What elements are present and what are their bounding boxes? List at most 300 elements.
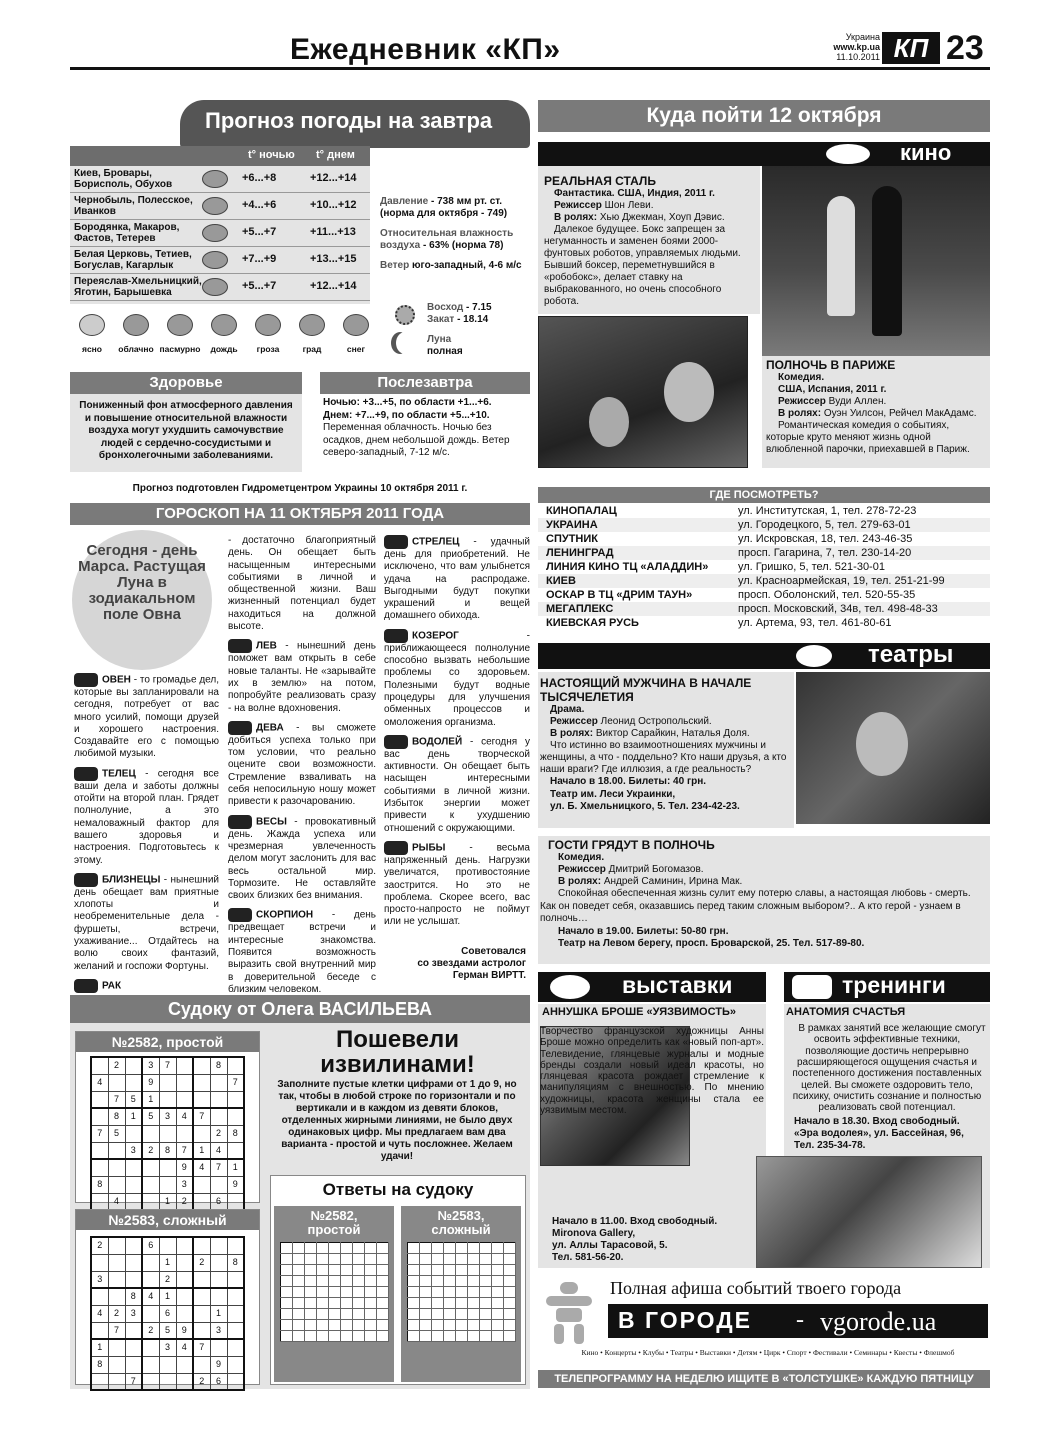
sudoku-cell — [227, 1057, 244, 1074]
after-tomorrow-box — [320, 372, 530, 472]
sudoku-cell — [159, 1176, 176, 1193]
sudoku-cell: 2 — [142, 1142, 159, 1159]
cinema-name: СПУТНИК — [546, 533, 598, 545]
answer-cell — [419, 1287, 431, 1298]
weather-legend — [70, 314, 375, 358]
answer-cell — [443, 1331, 455, 1342]
play2-cast-label: В ролях: — [558, 876, 602, 888]
horoscope-entry — [384, 735, 530, 835]
sudoku-hard-label: №2583, сложный — [76, 1210, 259, 1230]
sudoku-cell: 1 — [91, 1339, 108, 1356]
answer-cell — [491, 1254, 503, 1265]
answer-cell — [304, 1309, 316, 1320]
sudoku-cell: 8 — [227, 1125, 244, 1142]
answer-cell — [467, 1298, 479, 1309]
cinema-name: ЛИНИЯ КИНО ТЦ «АЛАДДИН» — [546, 561, 709, 573]
legend-label: гроза — [256, 344, 280, 354]
exhibit-text: Творчество французской художницы Анны Броше можно определить как «новый поп-арт». Телевидение, глянцевые журналы и модные бренды создали новый идеал красоты, но глянцевая красота рождает стремление к манипуляциям с внешностью. По мнению художницы, красота женщины стала ее уязвимым местом. — [540, 1026, 764, 1117]
thunder-icon — [255, 314, 281, 336]
sudoku-cell: 2 — [142, 1322, 159, 1339]
horoscope-entry — [74, 767, 219, 867]
capricorn-icon — [384, 629, 408, 643]
sunset-value: - 18.14 — [457, 314, 489, 325]
answer-cell — [328, 1309, 340, 1320]
answer-cell — [455, 1287, 467, 1298]
training-title: АНАТОМИЯ СЧАСТЬЯ — [786, 1006, 906, 1018]
movie2-genre: Комедия. — [778, 372, 825, 384]
day-temp: +13...+15 — [310, 253, 357, 266]
sudoku-cell — [193, 1091, 210, 1108]
play1-text: Что истинно во взаимоотношениях мужчины и женщины, а что - поддельно? Кто наши друзья, а кто наши враги? Где иллюзия, а где реальность? — [540, 740, 787, 775]
answer-cell — [316, 1320, 328, 1331]
play1-director-label: Режиссер — [550, 716, 598, 727]
answer-cell — [352, 1254, 364, 1265]
sudoku-cell: 1 — [125, 1108, 142, 1125]
answer-cell — [419, 1265, 431, 1276]
sudoku-cell — [176, 1288, 193, 1305]
sudoku-cell: 8 — [210, 1057, 227, 1074]
training-block — [784, 1004, 990, 1268]
play1-info3: ул. Б. Хмельницкого, 5. Тел. 234-42-23. — [550, 801, 740, 812]
answer-cell — [316, 1254, 328, 1265]
legend-label: град — [302, 344, 322, 354]
sign-text: - провокативный день. Жажда успеха или чрезмерная увлеченность делом могут заслонить для вас весь остальной мир. Тормозите. Не оставляйте своих близких без внимания. — [228, 816, 376, 902]
sudoku-cell — [193, 1305, 210, 1322]
answers-title: Ответы на судоку — [322, 1180, 474, 1199]
answer-cell — [467, 1276, 479, 1287]
footer-banner: ТЕЛЕПРОГРАММУ НА НЕДЕЛЮ ИЩИТЕ В «ТОЛСТУШКЕ» КАЖДУЮ ПЯТНИЦУ — [538, 1370, 990, 1388]
sign-text: - удачный день для приобретений. Не исключено, что вам улыбнется удача на распродаже. Выгодными будут покупки украшений и вещей домашнего обихода. — [384, 536, 530, 622]
sudoku-instructions: Заполните пустые клетки цифрами от 1 до 9, но так, чтобы в любой строке по горизонтали и по вертикали и в каждом из девяти блоков, отделенных жирными линиями, не было двух одинаковых цифр. Мы предлагаем вам два варианта - простой и чуть посложнее. Желаем удачи! — [277, 1079, 517, 1162]
cinema-address: ул. Городецкого, 5, тел. 279-63-01 — [738, 519, 911, 531]
answer-cell — [407, 1243, 419, 1254]
answer-cell — [503, 1298, 515, 1309]
answer-cell — [364, 1276, 376, 1287]
answer-cell — [364, 1254, 376, 1265]
answer-cell — [280, 1298, 292, 1309]
edition-site: www.kp.ua — [833, 42, 880, 52]
region-name: Чернобыль, Полесское, Иванков — [74, 195, 193, 217]
health-text: Пониженный фон атмосферного давления и повышение относительной влажности воздуха могут ухудшить самочувствие людей с сердечно-сосудистыми и бронхолегочными заболеваниями. — [79, 400, 293, 461]
cinema-row — [538, 518, 990, 532]
sudoku-cell — [108, 1237, 125, 1254]
answer-cell — [280, 1331, 292, 1342]
sudoku-cell — [176, 1373, 193, 1390]
play1-title: НАСТОЯЩИЙ МУЖЧИНА В НАЧАЛЕ ТЫСЯЧЕЛЕТИЯ — [540, 676, 752, 704]
answer-cell — [431, 1331, 443, 1342]
answer-cell — [340, 1287, 352, 1298]
answer-cell — [479, 1254, 491, 1265]
sudoku-easy-grid — [90, 1056, 245, 1211]
sudoku-cell: 7 — [91, 1125, 108, 1142]
training-people-icon — [792, 975, 832, 999]
sudoku-cell — [176, 1237, 193, 1254]
horoscope-entry — [74, 873, 219, 973]
sudoku-cell — [227, 1091, 244, 1108]
answer-cell — [340, 1243, 352, 1254]
answer-cell — [443, 1243, 455, 1254]
wind-label: Ветер — [380, 260, 410, 271]
sudoku-cell: 7 — [108, 1322, 125, 1339]
cinema-address: ул. Красноармейская, 19, тел. 251-21-99 — [738, 575, 945, 587]
sudoku-cell: 2 — [210, 1125, 227, 1142]
sudoku-cell — [159, 1074, 176, 1091]
where-title: ГДЕ ПОСМОТРЕТЬ? — [538, 487, 990, 503]
answer-cell — [407, 1298, 419, 1309]
edition-info — [818, 32, 880, 62]
answer-cell — [364, 1320, 376, 1331]
sudoku-cell: 9 — [142, 1074, 159, 1091]
sudoku-cell: 8 — [125, 1288, 142, 1305]
sudoku-cell: 5 — [159, 1322, 176, 1339]
sudoku-cell — [210, 1339, 227, 1356]
answer-cell — [455, 1265, 467, 1276]
answer-cell — [455, 1298, 467, 1309]
movie1-director: Шон Леви. — [604, 200, 654, 212]
cinema-icon — [826, 144, 870, 164]
answer-cell — [280, 1243, 292, 1254]
sudoku-cell — [159, 1373, 176, 1390]
answer-cell — [280, 1320, 292, 1331]
sunrise-value: - 7.15 — [466, 302, 492, 313]
sudoku-cell — [176, 1356, 193, 1373]
horoscope-entry — [74, 673, 219, 761]
answer-cell — [467, 1320, 479, 1331]
libra-icon — [228, 815, 252, 829]
play1-info2: Театр им. Леси Украинки, — [550, 788, 676, 800]
sudoku-cell: 8 — [91, 1176, 108, 1193]
sudoku-cell: 5 — [108, 1125, 125, 1142]
answer-cell — [292, 1254, 304, 1265]
training-bar — [784, 972, 990, 1002]
sudoku-cell — [108, 1339, 125, 1356]
after-night: Ночью: +3...+5, по области +1...+6. — [323, 397, 492, 408]
sudoku-cell — [176, 1057, 193, 1074]
weather-table-header — [70, 146, 370, 166]
answer-cell — [316, 1331, 328, 1342]
after-tomorrow-title: Послезавтра — [320, 372, 530, 394]
answer-cell — [304, 1265, 316, 1276]
sudoku-cell — [176, 1271, 193, 1288]
answer-cell — [407, 1287, 419, 1298]
exhibit-info2: Mironova Gallery, — [552, 1228, 636, 1239]
horoscope-entry — [74, 979, 219, 993]
sudoku-cell — [159, 1237, 176, 1254]
sudoku-cell — [108, 1159, 125, 1176]
sudoku-cell — [193, 1237, 210, 1254]
play2-info1: Начало в 19.00. Билеты: 50-80 грн. — [558, 925, 729, 937]
sagittarius-icon — [384, 535, 408, 549]
answer-cell — [292, 1287, 304, 1298]
cloud-rain-icon — [202, 197, 228, 215]
sudoku-cell — [210, 1237, 227, 1254]
answer-cell — [407, 1320, 419, 1331]
horoscope-col2 — [228, 535, 376, 1002]
sudoku-cell — [91, 1142, 108, 1159]
answer-cell — [431, 1265, 443, 1276]
sign-text: - день предвещает встречи и интересные знакомства. Появится возможность выразить свой внутренний мир в доверительной беседе с близким человеком. — [228, 910, 376, 995]
answer-cell — [491, 1331, 503, 1342]
weather-table — [70, 166, 370, 304]
horoscope-entry — [384, 841, 530, 929]
answer-cell — [491, 1287, 503, 1298]
horoscope-entry — [228, 535, 376, 633]
answer-cell — [316, 1309, 328, 1320]
sudoku-cell: 4 — [210, 1142, 227, 1159]
weather-title: Прогноз погоды на завтра — [205, 108, 493, 133]
sudoku-cell: 9 — [176, 1159, 193, 1176]
legend-item — [246, 314, 290, 354]
cinema-name: МЕГАПЛЕКС — [546, 603, 614, 615]
sudoku-cell — [193, 1193, 210, 1210]
sign-name: РАК — [102, 980, 122, 992]
sudoku-cell — [142, 1373, 159, 1390]
answer-cell — [467, 1243, 479, 1254]
sudoku-cell — [176, 1074, 193, 1091]
cinema-address: ул. Гришко, 5, тел. 521-30-01 — [738, 561, 885, 573]
sudoku-cell — [91, 1254, 108, 1271]
horoscope-entry — [384, 535, 530, 623]
weather-row — [70, 193, 370, 220]
answer-cell — [352, 1276, 364, 1287]
cinema-name: КИЕВ — [546, 575, 576, 587]
sudoku-easy-box — [75, 1031, 260, 1206]
answer-cell — [340, 1265, 352, 1276]
cancer-icon — [74, 979, 98, 993]
sudoku-cell: 6 — [142, 1237, 159, 1254]
palette-icon — [550, 975, 590, 999]
sudoku-cell: 4 — [91, 1074, 108, 1091]
sudoku-cell: 1 — [142, 1091, 159, 1108]
answer-cell — [304, 1320, 316, 1331]
play2-director-label: Режиссер — [558, 864, 606, 876]
answer-cell — [316, 1287, 328, 1298]
moon-icon — [396, 332, 414, 354]
answers-box — [270, 1175, 526, 1385]
answer-cell — [503, 1265, 515, 1276]
col-day: t° днем — [316, 149, 355, 161]
answer-cell — [491, 1320, 503, 1331]
sudoku-cell — [193, 1125, 210, 1142]
answer-cell — [376, 1331, 388, 1342]
answer-cell — [467, 1309, 479, 1320]
answer-cell — [376, 1309, 388, 1320]
sudoku-cell — [125, 1271, 142, 1288]
sudoku-cell: 4 — [193, 1159, 210, 1176]
movie2-director: Вуди Аллен. — [828, 396, 887, 408]
sun-icon — [79, 314, 105, 336]
sudoku-cell: 1 — [193, 1142, 210, 1159]
legend-item — [158, 314, 202, 354]
answer-cell — [364, 1243, 376, 1254]
sudoku-cell — [125, 1356, 142, 1373]
sudoku-cell — [108, 1142, 125, 1159]
weather-details — [380, 196, 530, 272]
answer-cell — [280, 1309, 292, 1320]
sudoku-cell — [193, 1074, 210, 1091]
moon-label: Луна — [427, 334, 452, 345]
answer-cell — [479, 1265, 491, 1276]
answer-cell — [491, 1298, 503, 1309]
movie1-block — [538, 166, 760, 314]
movie2-cast-label: В ролях: — [778, 408, 822, 420]
answer-cell — [479, 1287, 491, 1298]
sudoku-cell: 1 — [227, 1159, 244, 1176]
answer-cell — [431, 1276, 443, 1287]
answer-cell — [443, 1276, 455, 1287]
sudoku-cell — [176, 1091, 193, 1108]
sign-text: - нынешний день поможет вам открыть в себе новые таланты. Не «зарывайте их в землю» на потом, попробуйте реализовать сразу - на волне вдохновения. — [228, 641, 377, 714]
answer-cell — [328, 1287, 340, 1298]
play2-director: Дмитрий Богомазов. — [608, 864, 704, 876]
answer-cell — [443, 1320, 455, 1331]
sudoku-cell: 6 — [210, 1373, 227, 1390]
movie1-text: Далекое будущее. Бокс запрещен за негуманность и заменен боями 2000-фунтовых роботов, управляемых людьми. Бывший боксер, переметнувшийся в «робобокс», делает ставку на выбракованного, но очень способного робота. — [544, 224, 741, 308]
vgorode-ad — [538, 1276, 990, 1364]
sudoku-cell — [142, 1176, 159, 1193]
sudoku-cell: 2 — [108, 1305, 125, 1322]
sudoku-slogan: Пошевели извилинами! — [320, 1026, 475, 1078]
sudoku-cell: 7 — [108, 1091, 125, 1108]
movie2-text: Романтическая комедия о событиях, которые круто меняют жизнь одной влюбленной парочки, приехавшей в Париж. — [766, 420, 970, 456]
sudoku-cell — [142, 1159, 159, 1176]
hail-icon — [299, 314, 325, 336]
sudoku-cell: 3 — [176, 1176, 193, 1193]
sudoku-cell: 1 — [159, 1193, 176, 1210]
sudoku-cell — [176, 1254, 193, 1271]
training-info1: Начало в 18.30. Вход свободный. — [794, 1115, 960, 1127]
sudoku-cell — [210, 1074, 227, 1091]
answer-cell — [443, 1309, 455, 1320]
movie1-title: РЕАЛЬНАЯ СТАЛЬ — [544, 174, 656, 188]
answer-cell — [479, 1298, 491, 1309]
theater-bar — [538, 643, 990, 669]
answer-cell — [292, 1265, 304, 1276]
horoscope-credit — [384, 946, 526, 982]
ad-url[interactable]: vgorode.ua — [820, 1307, 937, 1336]
sudoku-cell: 5 — [125, 1091, 142, 1108]
movie1-cast-label: В ролях: — [554, 212, 598, 224]
sudoku-title: Судоку от Олега ВАСИЛЬЕВА — [70, 995, 530, 1023]
answer-cell — [479, 1243, 491, 1254]
inukshuk-logo-icon — [546, 1282, 592, 1344]
sudoku-cell — [210, 1091, 227, 1108]
sudoku-cell: 3 — [125, 1305, 142, 1322]
answer-cell — [503, 1254, 515, 1265]
sudoku-cell: 2 — [193, 1254, 210, 1271]
weather-row — [70, 220, 370, 247]
answer-cell — [352, 1298, 364, 1309]
answer-cell — [352, 1320, 364, 1331]
answer-cell — [419, 1243, 431, 1254]
sudoku-cell — [176, 1305, 193, 1322]
answer-cell — [503, 1320, 515, 1331]
sign-text: - сегодня все ваши дела и заботы должны отойти на второй план. Грядет полнолуние, а это немаловажный фактор для вашего здоровья и настроения. Подготовьтесь к этому. — [74, 768, 219, 866]
moon-value: полная — [427, 346, 463, 357]
taurus-icon — [74, 767, 98, 781]
answer-cell — [352, 1331, 364, 1342]
sudoku-cell — [227, 1108, 244, 1125]
kp-logo: КП — [882, 32, 940, 64]
cinema-name: ЛЕНИНГРАД — [546, 547, 614, 559]
sudoku-cell: 3 — [125, 1142, 142, 1159]
legend-item — [70, 314, 114, 354]
page-header — [70, 28, 990, 70]
scorpio-icon — [228, 908, 252, 922]
answer-cell — [364, 1298, 376, 1309]
sudoku-cell — [227, 1305, 244, 1322]
cinema-row — [538, 504, 990, 518]
answer-cell — [443, 1287, 455, 1298]
health-title: Здоровье — [70, 372, 302, 394]
weather-row — [70, 166, 370, 193]
sudoku-cell: 7 — [210, 1159, 227, 1176]
answer-cell — [491, 1309, 503, 1320]
answer-cell — [376, 1276, 388, 1287]
answer-cell — [443, 1298, 455, 1309]
sun-icon — [395, 305, 415, 325]
cloud-rain-icon — [202, 278, 228, 296]
answer-hard-grid — [407, 1242, 516, 1342]
sudoku-cell — [159, 1356, 176, 1373]
after-text: Переменная облачность. Ночью без осадков, днем небольшой дождь. Ветер северо-западный, 7-12 м/с. — [323, 422, 510, 458]
answer-cell — [328, 1243, 340, 1254]
overcast-icon — [167, 314, 193, 336]
answer-cell — [419, 1254, 431, 1265]
sudoku-cell — [159, 1091, 176, 1108]
legend-label: снег — [346, 344, 366, 354]
answer-hard-label: №2583, сложный — [431, 1208, 491, 1237]
sudoku-hard-box — [75, 1209, 260, 1385]
humidity-value: - 63% (норма 78) — [423, 240, 504, 251]
legend-label: дождь — [210, 344, 238, 354]
answer-cell — [407, 1265, 419, 1276]
sudoku-cell — [108, 1074, 125, 1091]
answer-cell — [352, 1243, 364, 1254]
sign-name: БЛИЗНЕЦЫ — [102, 874, 161, 886]
sign-text: - нынешний день обещает вам приятные хлопоты и необременительные дела - фуршеты, встречи, ухаживание... Отдайтесь на волю своих фантазий, желаний и госпожи Фортуны. — [74, 874, 219, 972]
play1-genre: Драма. — [550, 704, 585, 715]
cinema-name: КИНОПАЛАЦ — [546, 505, 617, 517]
movie2-title: ПОЛНОЧЬ В ПАРИЖЕ — [766, 358, 896, 372]
sign-name: ОВЕН — [102, 674, 131, 686]
horoscope-entry — [228, 908, 376, 996]
exhibit-block — [538, 1004, 766, 1268]
answer-easy-label: №2582, простой — [307, 1208, 361, 1237]
answer-cell — [328, 1265, 340, 1276]
answer-cell — [455, 1331, 467, 1342]
answer-cell — [376, 1243, 388, 1254]
sudoku-cell — [91, 1057, 108, 1074]
cinema-row — [538, 588, 990, 602]
answer-cell — [376, 1320, 388, 1331]
cinema-address: просп. Гагарина, 7, тел. 230-14-20 — [738, 547, 912, 559]
answer-easy-grid — [280, 1242, 389, 1342]
ad-categories: Кино • Концерты • Клубы • Театры • Выставки • Детям • Цирк • Спорт • Фестивали • Семинары • Квесты • Флешмоб — [581, 1348, 955, 1357]
answer-cell — [280, 1276, 292, 1287]
weather-row — [70, 274, 370, 301]
answer-cell — [443, 1254, 455, 1265]
night-temp: +5...+7 — [242, 280, 277, 293]
health-box — [70, 372, 302, 472]
sudoku-cell: 7 — [193, 1108, 210, 1125]
sudoku-cell — [193, 1356, 210, 1373]
cinema-address: ул. Институтская, 1, тел. 278-72-23 — [738, 505, 917, 517]
sudoku-cell: 9 — [176, 1322, 193, 1339]
ad-tagline: Полная афиша событий твоего города — [610, 1278, 902, 1298]
sudoku-cell: 3 — [210, 1322, 227, 1339]
answer-cell — [292, 1276, 304, 1287]
